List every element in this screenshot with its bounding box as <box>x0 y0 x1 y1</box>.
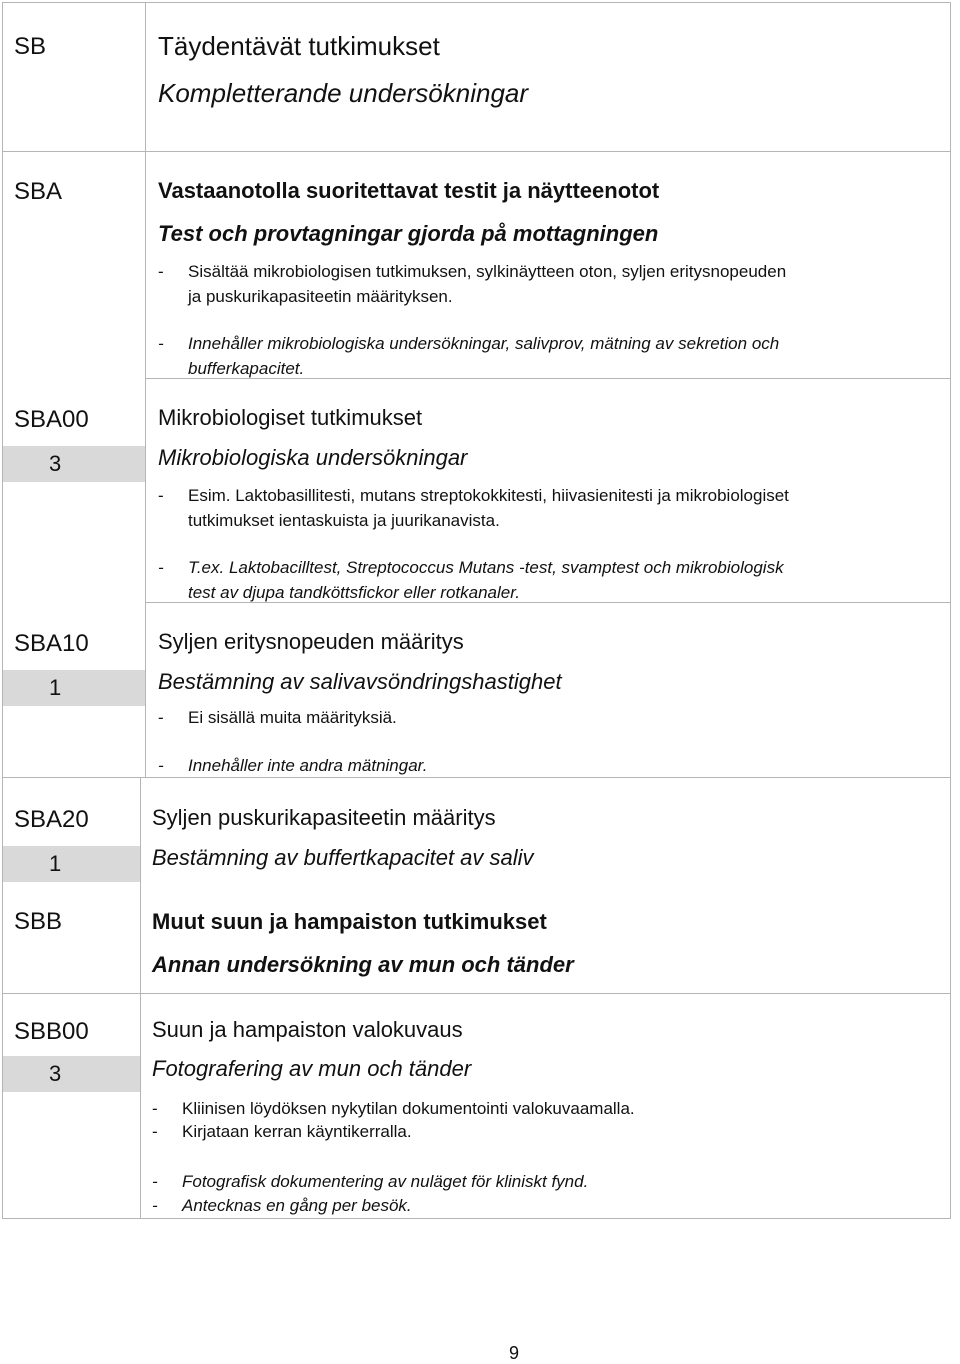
sbb00-title-sv: Fotografering av mun och tänder <box>152 1056 472 1081</box>
sbb00-note-sv-2-text: Antecknas en gång per besök. <box>182 1196 412 1215</box>
sba10-note-sv-text: Innehåller inte andra mätningar. <box>188 756 428 775</box>
sbb00-note-sv-2 <box>152 1194 932 1218</box>
item-code-sba20: SBA20 <box>14 806 89 833</box>
table-border-right-lower <box>950 777 951 1219</box>
bullet-dash: - <box>158 708 164 727</box>
column-divider-lower <box>140 777 141 1219</box>
section-code-sbb: SBB <box>14 908 63 935</box>
sba00-note-fi-line-2: tutkimukset ientaskuista ja juurikanavista. <box>188 511 500 530</box>
sba-note-fi <box>158 260 938 310</box>
item-score-sbb00 <box>3 1056 140 1092</box>
score-value: 3 <box>49 451 62 476</box>
sba00-note-sv <box>158 556 938 606</box>
score-value: 1 <box>49 851 62 876</box>
item-score-sba10 <box>3 670 145 706</box>
item-code-sbb00: SBB00 <box>14 1018 89 1045</box>
score-value: 1 <box>49 675 62 700</box>
section-title-sv: Kompletterande undersökningar <box>158 78 529 108</box>
sba10-title-fi: Syljen eritysnopeuden määritys <box>158 629 464 654</box>
sba-note-fi-line-1: Sisältää mikrobiologisen tutkimuksen, sylkinäytteen oton, syljen eritysnopeuden <box>188 262 787 281</box>
sba-note-sv-line-1: Innehåller mikrobiologiska undersökningar, salivprov, mätning av sekretion och <box>188 334 780 353</box>
sbb00-title-fi: Suun ja hampaiston valokuvaus <box>152 1017 463 1042</box>
sba20-title-fi: Syljen puskurikapasiteetin määritys <box>152 805 496 830</box>
section-code-sba: SBA <box>14 178 63 205</box>
sba-note-sv-line-2: bufferkapacitet. <box>188 359 305 378</box>
sba-title-sv: Test och provtagningar gjorda på mottagningen <box>158 221 659 246</box>
bullet-dash: - <box>158 756 164 775</box>
sbb00-note-sv-1-text: Fotografisk dokumentering av nuläget för kliniskt fynd. <box>182 1172 589 1191</box>
sba-note-sv <box>158 332 938 382</box>
sba-title-fi: Vastaanotolla suoritettavat testit ja näytteenotot <box>158 178 660 203</box>
sbb-title-sv: Annan undersökning av mun och tänder <box>152 952 574 977</box>
page-number: 9 <box>509 1343 520 1363</box>
item-score-sba00 <box>3 446 145 482</box>
table-border-right-upper <box>950 2 951 777</box>
sbb00-note-sv-1 <box>152 1170 932 1194</box>
sba00-note-sv-line-1: T.ex. Laktobacilltest, Streptococcus Mutans -test, svamptest och mikrobiologisk <box>188 558 784 577</box>
bullet-dash: - <box>152 1099 158 1118</box>
bullet-dash: - <box>158 558 164 577</box>
row-divider-5 <box>2 993 951 994</box>
sba00-note-sv-line-2: test av djupa tandköttsfickor eller rotkanaler. <box>188 583 520 602</box>
sba00-note-fi-line-1: Esim. Laktobasillitesti, mutans streptokokkitesti, hiivasienitesti ja mikrobiologiset <box>188 486 789 505</box>
bullet-dash: - <box>152 1122 158 1141</box>
sba00-title-sv: Mikrobiologiska undersökningar <box>158 445 468 470</box>
item-code-sba00: SBA00 <box>14 406 89 433</box>
sba00-title-fi: Mikrobiologiset tutkimukset <box>158 405 423 430</box>
column-divider-upper <box>145 2 146 777</box>
section-code-sb: SB <box>14 33 47 60</box>
table-border-bottom <box>2 1218 951 1219</box>
sba-note-fi-line-2: ja puskurikapasiteetin määrityksen. <box>188 287 453 306</box>
sbb00-note-fi-1 <box>152 1097 932 1121</box>
bullet-dash: - <box>152 1172 158 1191</box>
sbb-title-fi: Muut suun ja hampaiston tutkimukset <box>152 909 547 934</box>
sbb00-note-fi-1-text: Kliinisen löydöksen nykytilan dokumentointi valokuvaamalla. <box>182 1099 635 1118</box>
row-divider-1 <box>2 151 951 152</box>
sbb00-note-fi-2-text: Kirjataan kerran käyntikerralla. <box>182 1122 412 1141</box>
item-score-sba20 <box>3 846 140 882</box>
bullet-dash: - <box>158 334 164 353</box>
score-value: 3 <box>49 1061 62 1086</box>
sba00-note-fi <box>158 484 938 534</box>
sba10-note-fi-text: Ei sisällä muita määrityksiä. <box>188 708 397 727</box>
sba10-note-fi <box>158 706 938 730</box>
item-code-sba10: SBA10 <box>14 630 89 657</box>
bullet-dash: - <box>158 262 164 281</box>
bullet-dash: - <box>158 486 164 505</box>
sbb00-note-fi-2 <box>152 1120 932 1144</box>
sba20-title-sv: Bestämning av buffertkapacitet av saliv <box>152 845 534 870</box>
bullet-dash: - <box>152 1196 158 1215</box>
sba10-title-sv: Bestämning av salivavsöndringshastighet <box>158 669 562 694</box>
section-title-fi: Täydentävät tutkimukset <box>158 31 440 61</box>
sba10-note-sv <box>158 754 938 778</box>
table-border-left <box>2 2 3 1219</box>
